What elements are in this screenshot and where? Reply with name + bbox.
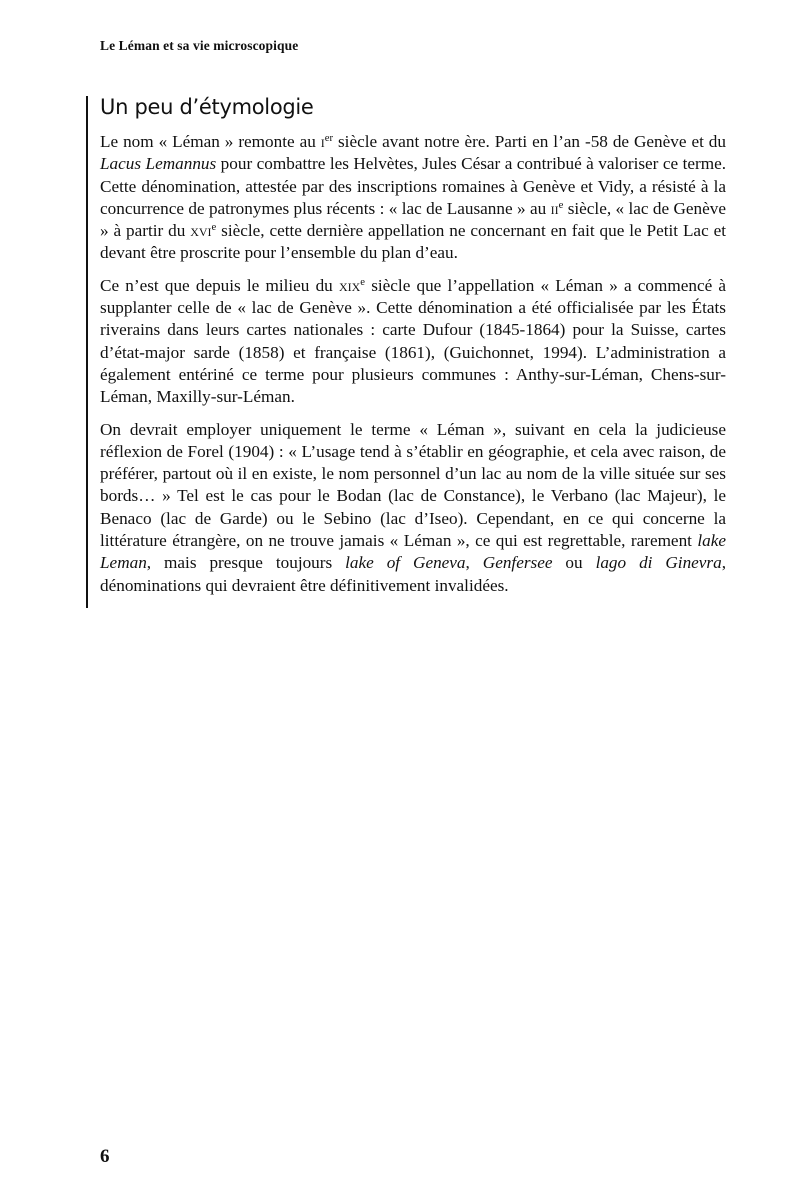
- paragraph-2: Ce n’est que depuis le milieu du xix$^e$ siècle que l’appellation « Léman » a commencé à supplanter celle de « lac de Genève ». Cette dénomination a été officialisée par les États riverains dans leurs cartes nationales : carte Dufour (1845-1864) pour la Suisse, cartes d’état-major sarde (1858) et française (1861), (Guichonnet, 1994). L’administration a également entériné ce terme pour plusieurs communes : Anthy-sur-Léman, Chens-sur-Léman, Maxilly-sur-Léman.: [100, 275, 727, 407]
- running-header: Le Léman et sa vie microscopique: [100, 38, 299, 53]
- paragraph-3: On devrait employer uniquement le terme « Léman », suivant en cela la judicieuse réflexion de Forel (1904) : « L’usage tend à s’établir en géographie, et cela avec raison, de préférer, partout où il en existe, le nom personnel d’un lac au nom de la ville située sur ses bords… » Tel est le cas pour le Bodan (lac de Constance), le Verbano (lac Majeur), le Benaco (lac de Garde) ou le Sebino (lac d’Iseo). Cependant, en ce qui concerne la littérature étrangère, on ne trouve jamais « Léman », ce qui est regrettable, rarement lake Leman, mais presque toujours lake of Geneva, Genfersee ou lago di Ginevra, dénominations qui devraient être définitivement invalidées.: [100, 419, 727, 595]
- paragraph-1: Le nom « Léman » remonte au $i^{er}$ siècle avant notre ère. Parti en l’an -58 de Genève et du Lacus Lemannus pour combattre les Helvètes, Jules César a contribué à valoriser ce terme. Cette dénomination, attestée par des inscriptions romaines à Genève et Vidy, a résisté à la concurrence de patronymes plus récents : « lac de Lausanne » au $ii^e$ siècle, « lac de Genève » à partir du xvi$^e$ siècle, cette dernière appellation ne concernant en fait que le Petit Lac et devant être proscrite pour l’ensemble du plan d’eau.: [100, 132, 726, 263]
- page-number: 6: [100, 1146, 110, 1167]
- section-title: Un peu d’étymologie: [100, 95, 314, 119]
- section-body: [100, 131, 726, 607]
- section-margin-rule: [86, 96, 88, 608]
